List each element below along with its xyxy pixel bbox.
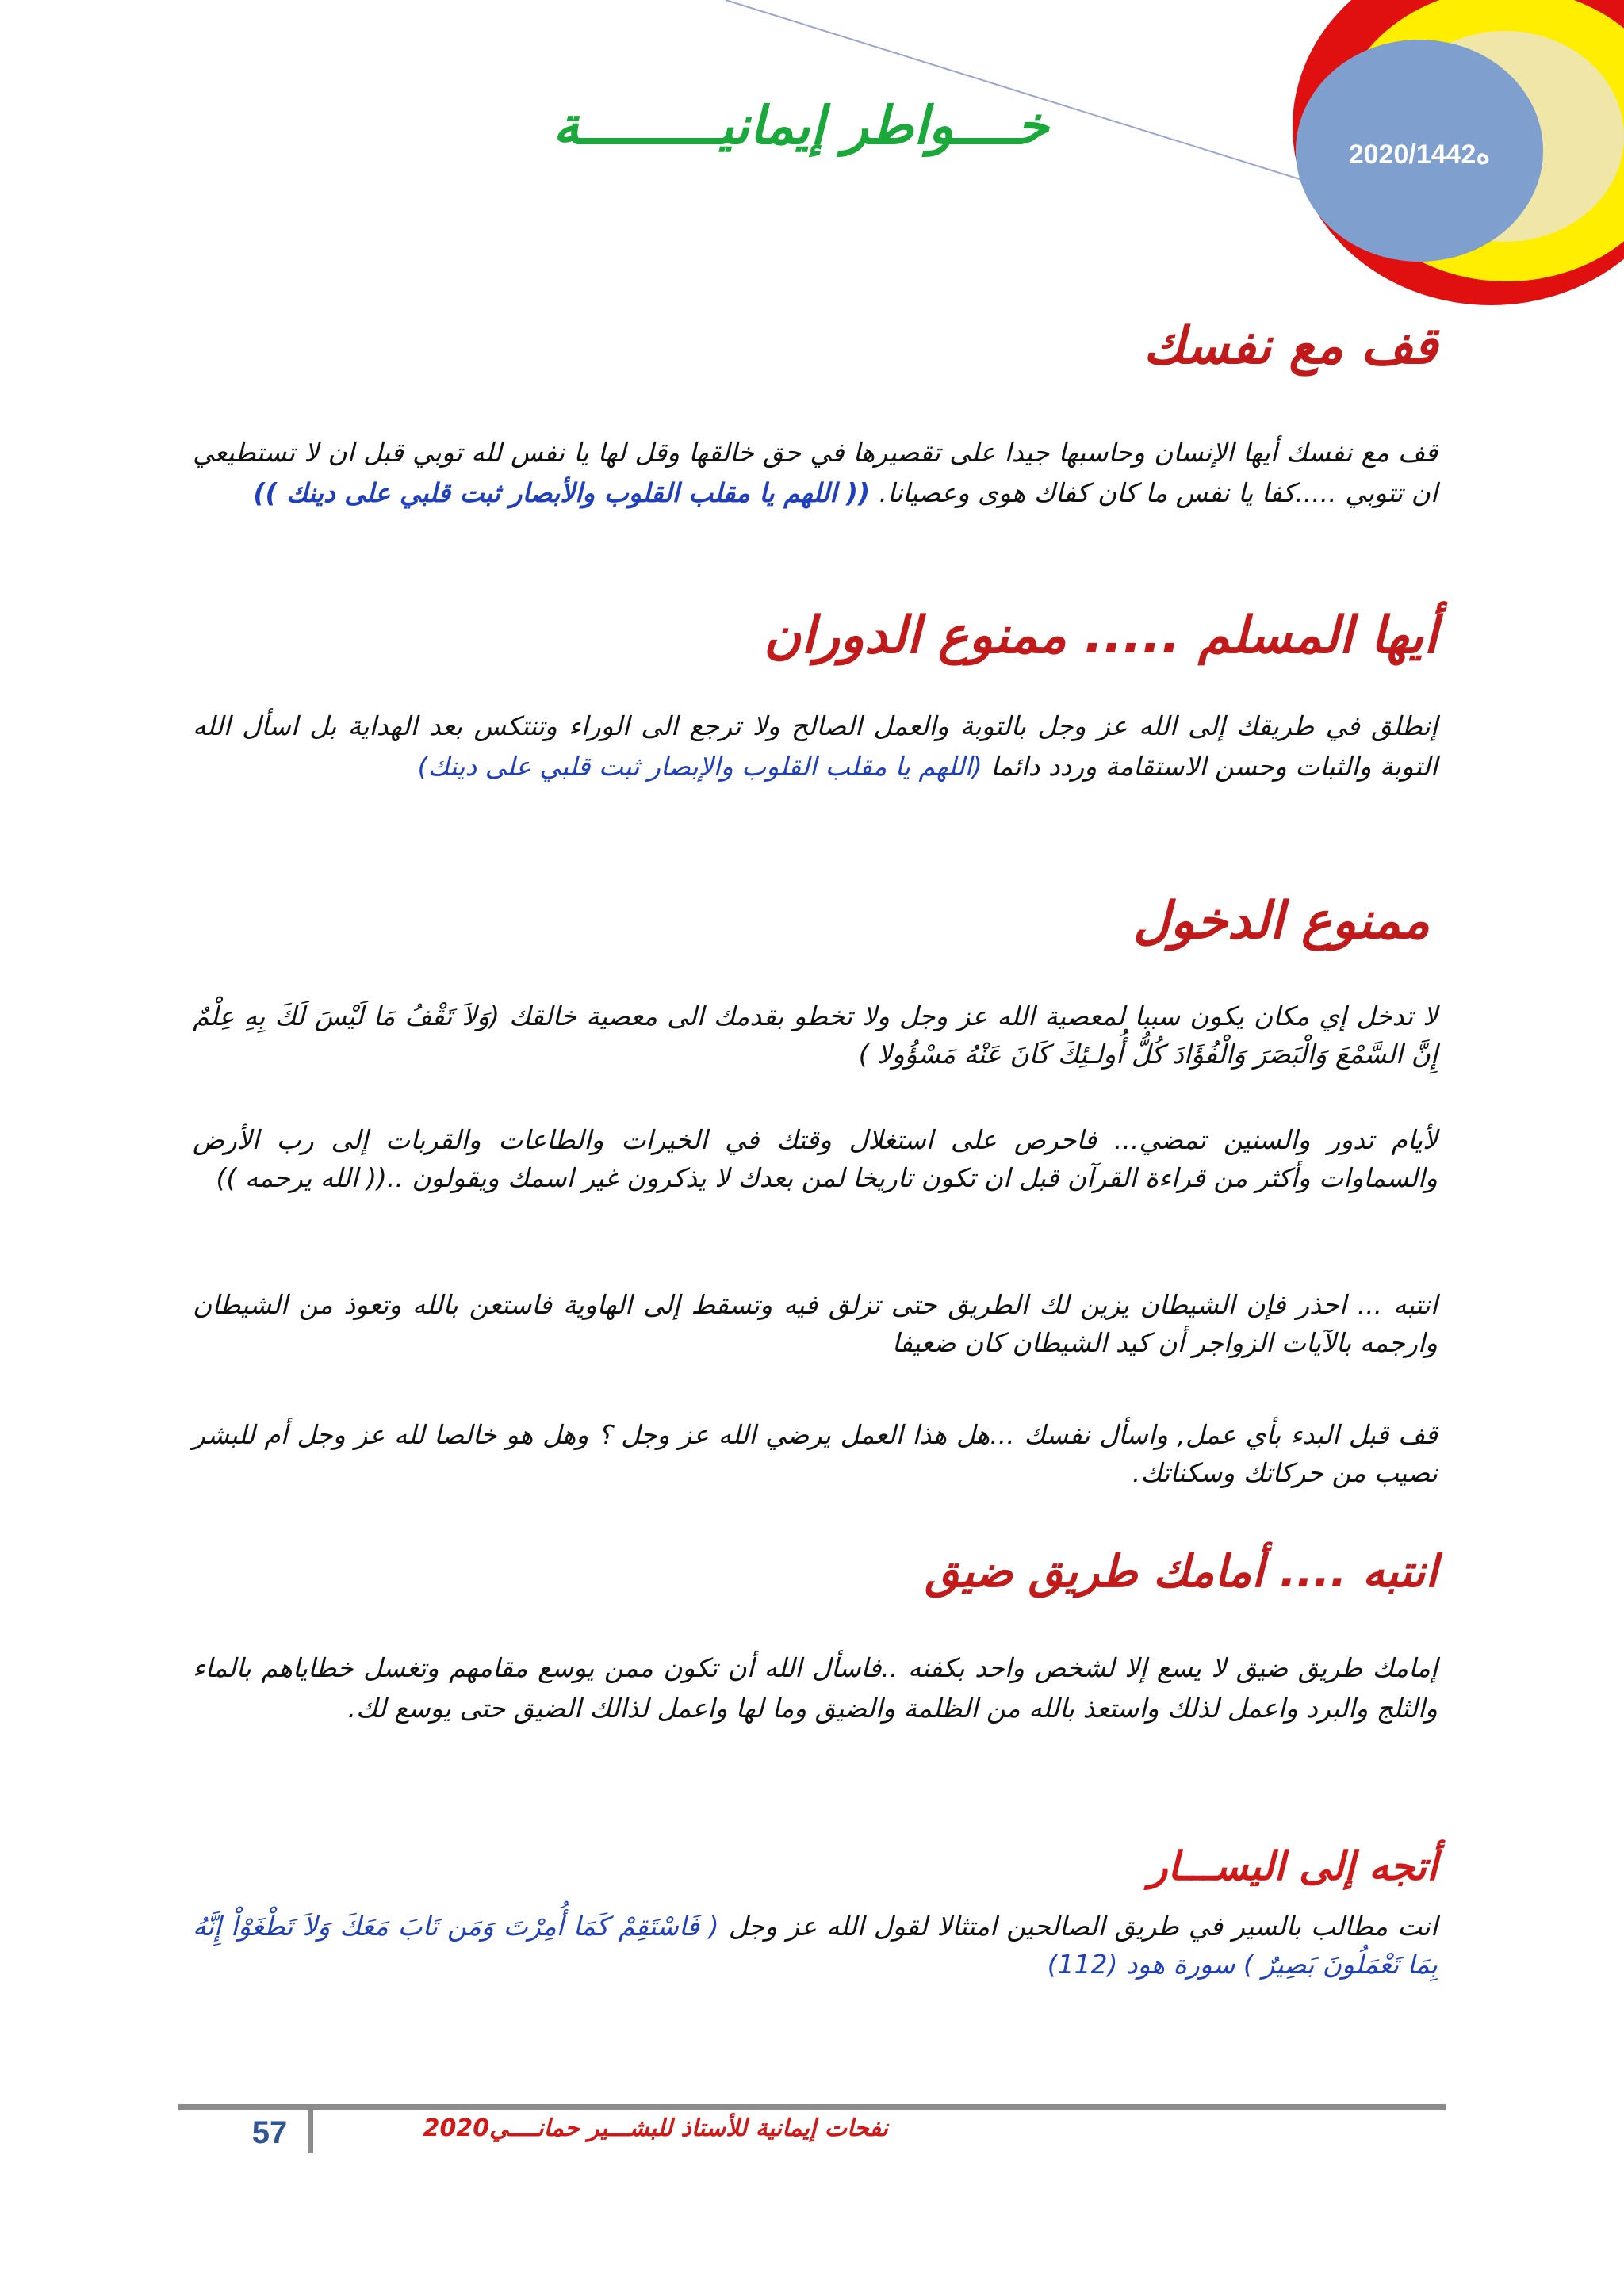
section-paragraph-3d: قف قبل البدء بأي عمل, واسأل نفسك ...هل هذا العمل يرضي الله عز وجل ؟ وهل هو خالصا لله عز وجل أم للبشر نصيب من حركاتك وسكناتك. <box>193 1419 1438 1488</box>
section-body-1 <box>193 432 1438 513</box>
page-number: 57 <box>251 2115 288 2150</box>
section-body-5 <box>193 1908 1438 1984</box>
section-heading-2: أيها المسلم ..... ممنوع الدوران <box>764 607 1438 665</box>
body-text: قف مع نفسك أيها الإنسان وحاسبها جيدا على تقصيرها في حق خالقها وقل لها يا نفس لله توبي قبل ان لا تستطيعي ان تتوبي .....كفا يا نفس ما كان كفاك هوى وعصيانا. <box>193 437 1438 508</box>
section-body-4: إمامك طريق ضيق لا يسع إلا لشخص واحد بكفنه ..فاسأل الله أن تكون ممن يوسع مقامهم وتغسل خطاياهم بالماء والثلج والبرد واعمل لذلك واستعذ بالله من الظلمة والضيق وما لها واعمل لذالك الضيق حتى يوسع لك. <box>193 1652 1438 1724</box>
section-heading-5: أتجه إلى اليســـار <box>1148 1843 1438 1889</box>
section-heading-4: انتبه .... أمامك طريق ضيق <box>925 1546 1438 1598</box>
footer-divider <box>308 2110 313 2153</box>
quran-verse: ( فَاسْتَقِمْ كَمَا أُمِرْتَ وَمَن تَابَ مَعَكَ وَلاَ تَطْغَوْاْ إِنَّهُ بِمَا تَعْمَلُونَ بَصِيرٌ ) سورة هود (112) <box>193 1911 1438 1980</box>
footer-text: نفحات إيمانية للأستاذ للبشـــير حمانــــي2020 <box>423 2114 888 2142</box>
section-heading-1: قف مع نفسك <box>1143 317 1438 376</box>
prayer-highlight: (( اللهم يا مقلب القلوب والأبصار ثبت قلبي على دينك )) <box>253 477 879 508</box>
section-paragraph-3c: انتبه ... احذر فإن الشيطان يزين لك الطريق حتى تزلق فيه وتسقط إلى الهاوية فاستعن بالله وتعوذ من الشيطان وارجمه بالآيات الزواجر أن كيد الشيطان كان ضعيفا <box>193 1289 1438 1358</box>
section-paragraph-3b: لأيام تدور والسنين تمضي... فاحرص على استغلال وقتك في الخيرات والطاعات والقربات إلى رب الأرض والسماوات وأكثر من قراءة القرآن قبل ان تكون تاريخا لمن بعدك لا يذكرون غير اسمك ويقولون ..(( الله يرحمه )) <box>193 1124 1438 1193</box>
body-text: إنطلق في طريقك إلى الله عز وجل بالتوبة والعمل الصالح ولا ترجع الى الوراء وتنتكس بعد الهداية بل اسأل الله التوبة والثبات وحسن الاستقامة وردد دائما <box>193 710 1438 782</box>
year-badge: 2020/ه1442 <box>1348 140 1491 170</box>
header-title: خــــواطر إيمانيـــــــــة <box>553 95 1049 156</box>
footer-rule <box>178 2104 1446 2110</box>
prayer-highlight: (اللهم يا مقلب القلوب والإبصار ثبت قلبي على دينك) <box>417 751 982 782</box>
section-paragraph-3a: لا تدخل إي مكان يكون سببا لمعصية الله عز وجل ولا تخطو بقدمك الى معصية خالقك (وَلاَ تَقْفُ مَا لَيْسَ لَكَ بِهِ عِلْمٌ إِنَّ السَّمْعَ وَالْبَصَرَ وَالْفُؤَادَ كُلُّ أُولـئِكَ كَانَ عَنْهُ مَسْؤُولا ) <box>193 1001 1438 1070</box>
section-body-2 <box>193 706 1438 786</box>
body-text: انت مطالب بالسير في طريق الصالحين امتثالا لقول الله عز وجل <box>718 1911 1438 1942</box>
section-heading-3: ممنوع الدخول <box>1132 892 1430 951</box>
